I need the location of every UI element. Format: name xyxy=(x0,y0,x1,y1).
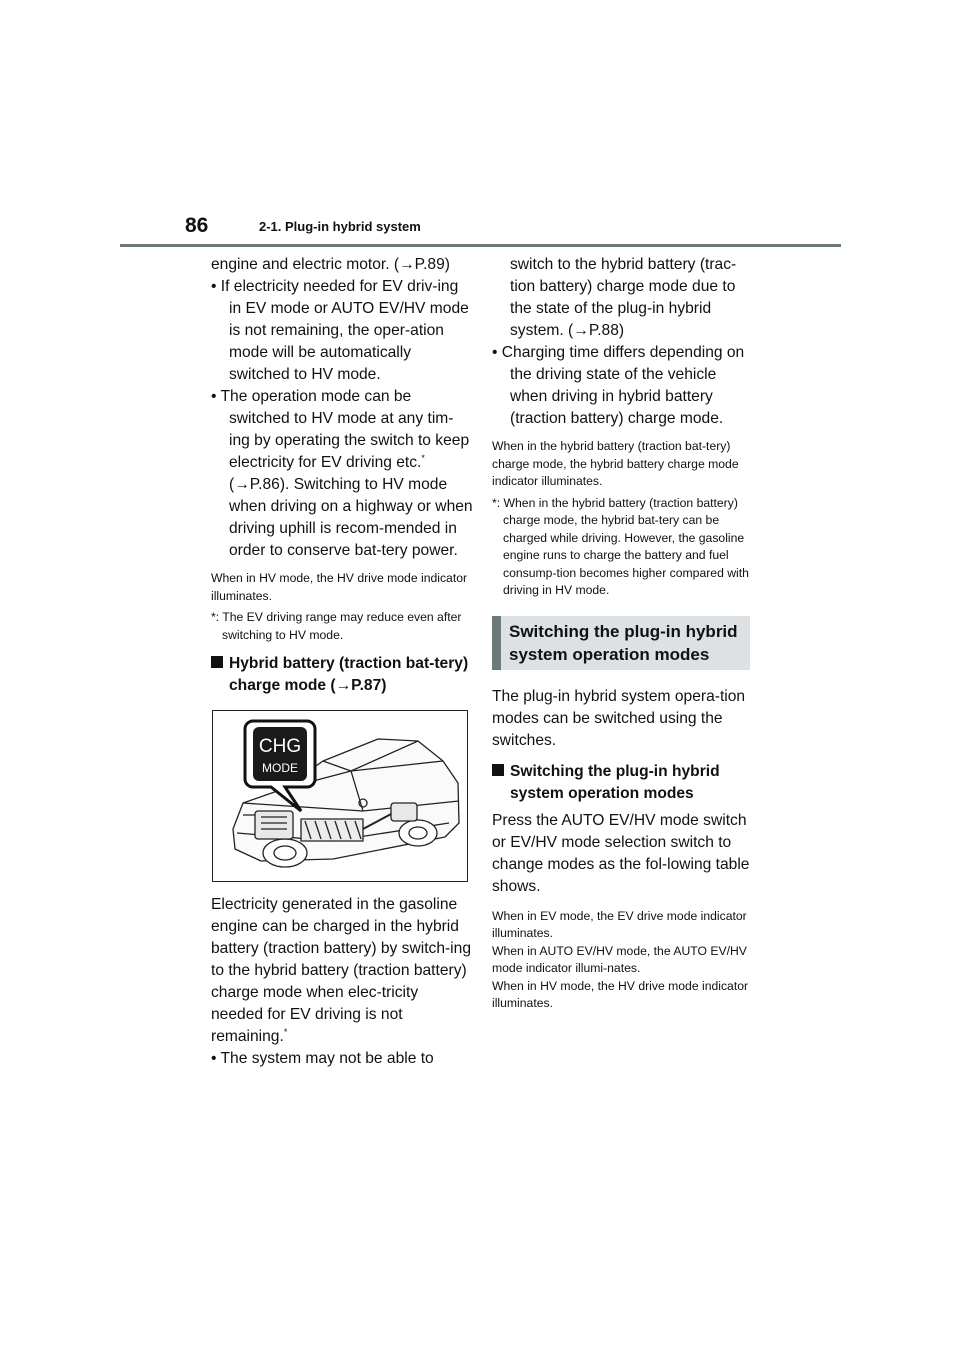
page-number: 86 xyxy=(185,214,209,237)
press-switch-paragraph: Press the AUTO EV/HV mode switch or EV/HV mode selection switch to change modes as the fol-lowing table shows. xyxy=(492,811,750,895)
bullet-ev-remaining: • If electricity needed for EV driv-ing in EV mode or AUTO EV/HV mode is not remaining, the oper-ation mode will be automatically switched to HV mode. xyxy=(211,278,469,383)
intro-text: engine and electric motor. (→P.89) xyxy=(211,256,450,273)
section-title: 2-1. Plug-in hybrid system xyxy=(259,219,421,234)
bullet-switch-hv-tail: (→P.86). Switching to HV mode when driving on a highway or when driving uphill is recom-mended in order to conserve bat-tery power. xyxy=(229,476,473,559)
footnote-charge-mode: *: When in the hybrid battery (traction battery) charge mode, the hybrid bat-tery can be charged while driving. However, the gasoline engine runs to charge the battery and fuel consump-tion becomes higher compared with driving in HV mode. xyxy=(492,495,749,597)
mode-label: MODE xyxy=(262,761,298,775)
left-column xyxy=(211,254,473,1070)
square-bullet-icon xyxy=(211,656,223,668)
header-rule xyxy=(120,244,841,247)
subheading-charge-mode xyxy=(211,653,473,697)
subheading-switching-modes-text: Switching the plug-in hybrid system operation modes xyxy=(510,762,720,802)
bullet-switch-hv-text: • The operation mode can be switched to HV mode at any tim-ing by operating the switch to keep electricity for EV driving etc. xyxy=(211,388,470,471)
charge-indicator-note: When in the hybrid battery (traction bat-tery) charge mode, the hybrid battery charge mode indicator illuminates. xyxy=(492,439,739,488)
hv-indicator-note: When in HV mode, the HV drive mode indicator illuminates. xyxy=(211,571,468,603)
subheading-charge-mode-text: Hybrid battery (traction bat-tery) charge mode (→P.87) xyxy=(229,655,469,694)
section-banner xyxy=(492,616,750,670)
continued-bullet-text: switch to the hybrid battery (trac-tion battery) charge mode due to the state of the plug-in hybrid system. (→P.88) xyxy=(510,256,737,339)
bullet-charging-time: • Charging time differs depending on the driving state of the vehicle when driving in hybrid battery (traction battery) charge mode. xyxy=(492,344,745,427)
vehicle-illustration xyxy=(213,711,467,881)
footnote-marker: * xyxy=(421,452,425,463)
right-column xyxy=(492,254,754,1013)
modes-intro-paragraph: The plug-in hybrid system opera-tion modes can be switched using the switches. xyxy=(492,687,746,749)
bullet-may-not-switch: • The system may not be able to xyxy=(211,1050,434,1067)
auto-indicator-note: When in AUTO EV/HV mode, the AUTO EV/HV mode indicator illumi-nates. xyxy=(492,943,747,975)
section-banner-title: Switching the plug-in hybrid system operation modes xyxy=(509,621,738,664)
subheading-switching-modes xyxy=(492,761,754,805)
chg-mode-illustration xyxy=(212,710,468,882)
charging-paragraph-text: Electricity generated in the gasoline engine can be charged in the hybrid battery (traction battery) by switch-ing to the hybrid battery (traction battery) charge mode when elec-tricity needed for EV driving is not remaining. xyxy=(211,896,471,1045)
chg-label: CHG xyxy=(258,736,302,757)
ev-indicator-note: When in EV mode, the EV drive mode indicator illuminates. xyxy=(492,908,747,940)
footnote-ev-range: *: The EV driving range may reduce even after switching to HV mode. xyxy=(211,610,462,642)
hv-indicator-note-2: When in HV mode, the HV drive mode indicator illuminates. xyxy=(492,978,749,1010)
bullet-switch-hv xyxy=(211,386,473,562)
footnote-marker: * xyxy=(283,1026,288,1037)
charging-paragraph xyxy=(211,894,473,1048)
square-bullet-icon xyxy=(492,764,504,776)
